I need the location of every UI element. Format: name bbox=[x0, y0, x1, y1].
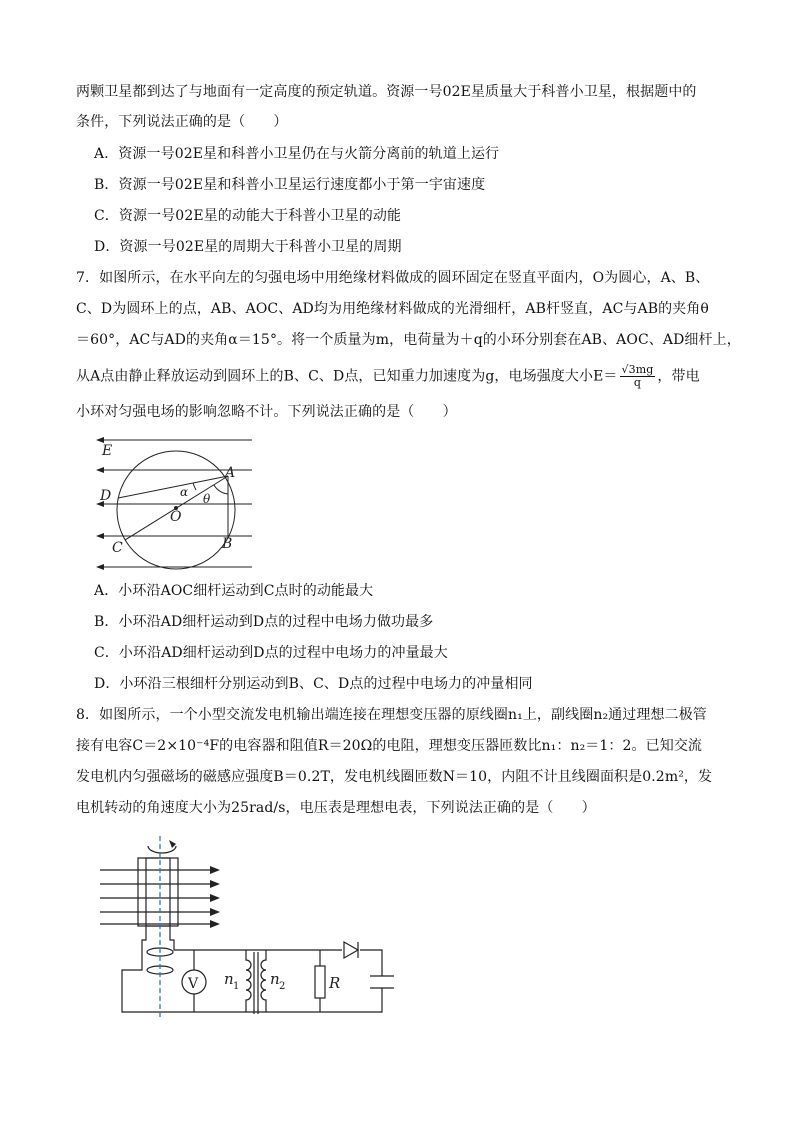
q8-circuit-figure bbox=[96, 836, 400, 1020]
label-c: C bbox=[112, 540, 123, 556]
q7-line-4-pre: 从A点由静止释放运动到圆环上的B、C、D点，已知重力加速度为g，电场强度大小E＝ bbox=[76, 368, 618, 385]
wire-right-lead bbox=[170, 926, 266, 950]
fraction-numerator: √3mg bbox=[621, 363, 654, 376]
q7-text-line-5: 小环对匀强电场的影响忽略不计。下列说法正确的是（ ） bbox=[76, 404, 457, 420]
label-n2-sub: 2 bbox=[279, 981, 286, 992]
q8-text-line-3: 发电机内匀强磁场的磁感应强度B＝0.2T，发电机线圈匝数N＝10，内阻不计且线圈面积是0.2m²，发 bbox=[76, 769, 713, 785]
wire-secondary-top bbox=[266, 950, 382, 976]
q7-line-4-post: ，带电 bbox=[657, 368, 700, 385]
label-d: D bbox=[100, 488, 112, 504]
label-e: E bbox=[102, 443, 113, 459]
coil-frame-inner bbox=[146, 858, 170, 926]
fraction-denominator: q bbox=[633, 376, 642, 389]
alpha-arc bbox=[193, 483, 196, 490]
q6-option-d: D．资源一号02E星的周期大于科普小卫星的周期 bbox=[94, 239, 402, 255]
diode-icon bbox=[344, 942, 358, 958]
label-n1-sub: 1 bbox=[233, 981, 240, 992]
q7-option-b: B．小环沿AD细杆运动到D点的过程中电场力做功最多 bbox=[94, 614, 434, 630]
q8-text-line-4: 电机转动的角速度大小为25rad/s，电压表是理想电表，下列说法正确的是（ ） bbox=[76, 800, 596, 816]
label-n1: n bbox=[224, 970, 234, 988]
q7-text-line-3: ＝60°，AC与AD的夹角α＝15°。将一个质量为m，电荷量为＋q的小环分别套在AB、AOC、AD细杆上， bbox=[76, 332, 741, 348]
voltmeter-label: V bbox=[188, 976, 199, 992]
q7-option-d: D．小环沿三根细杆分别运动到B、C、D点的过程中电场力的冲量相同 bbox=[94, 676, 533, 692]
q8-text-line-1: 8．如图所示，一个小型交流发电机输出端连接在理想变压器的原线圈n₁上，副线圈n₂通过理想二极管 bbox=[76, 707, 707, 723]
label-theta: θ bbox=[203, 492, 211, 506]
label-b: B bbox=[222, 536, 233, 552]
label-o: O bbox=[170, 509, 182, 525]
secondary-coil bbox=[261, 950, 266, 1012]
q7-figure bbox=[92, 432, 256, 578]
coil-frame-outer bbox=[138, 858, 178, 926]
q7-text-line-4 bbox=[76, 364, 726, 389]
label-alpha: α bbox=[180, 485, 189, 499]
q6-text-line-1: 两颗卫星都到达了与地面有一定高度的预定轨道。资源一号02E星质量大于科普小卫星，根据题中的 bbox=[76, 84, 697, 100]
label-a: A bbox=[225, 465, 236, 481]
q6-text-line-2: 条件，下列说法正确的是（ ） bbox=[76, 114, 288, 130]
resistor bbox=[315, 966, 325, 998]
q6-option-c: C．资源一号02E星的动能大于科普小卫星的动能 bbox=[94, 208, 402, 224]
label-r: R bbox=[329, 974, 341, 992]
q6-option-b: B．资源一号02E星和科普小卫星运行速度都小于第一宇宙速度 bbox=[94, 177, 486, 193]
primary-coil bbox=[246, 950, 251, 1012]
rod-ad bbox=[118, 476, 228, 498]
label-n2: n bbox=[270, 970, 280, 988]
theta-arc bbox=[214, 485, 228, 494]
q7-text-line-1: 7．如图所示，在水平向左的匀强电场中用绝缘材料做成的圆环固定在竖直平面内，O为圆心，A、B、 bbox=[76, 270, 710, 286]
q7-text-line-2: C、D为圆环上的点，AB、AOC、AD均为用绝缘材料做成的光滑细杆，AB杆竖直，AC与AB的夹角θ bbox=[76, 301, 709, 317]
q7-option-a: A．小环沿AOC细杆运动到C点时的动能最大 bbox=[94, 583, 374, 599]
q7-option-c: C．小环沿AD细杆运动到D点的过程中电场力的冲量最大 bbox=[94, 645, 448, 661]
q8-text-line-2: 接有电容C＝2×10⁻⁴F的电容器和阻值R＝20Ω的电阻，理想变压器匝数比n₁：n₂＝1：2。已知交流 bbox=[76, 738, 703, 754]
q6-option-a: A．资源一号02E星和科普小卫星仍在与火箭分离前的轨道上运行 bbox=[94, 146, 500, 162]
field-fraction bbox=[620, 364, 656, 389]
